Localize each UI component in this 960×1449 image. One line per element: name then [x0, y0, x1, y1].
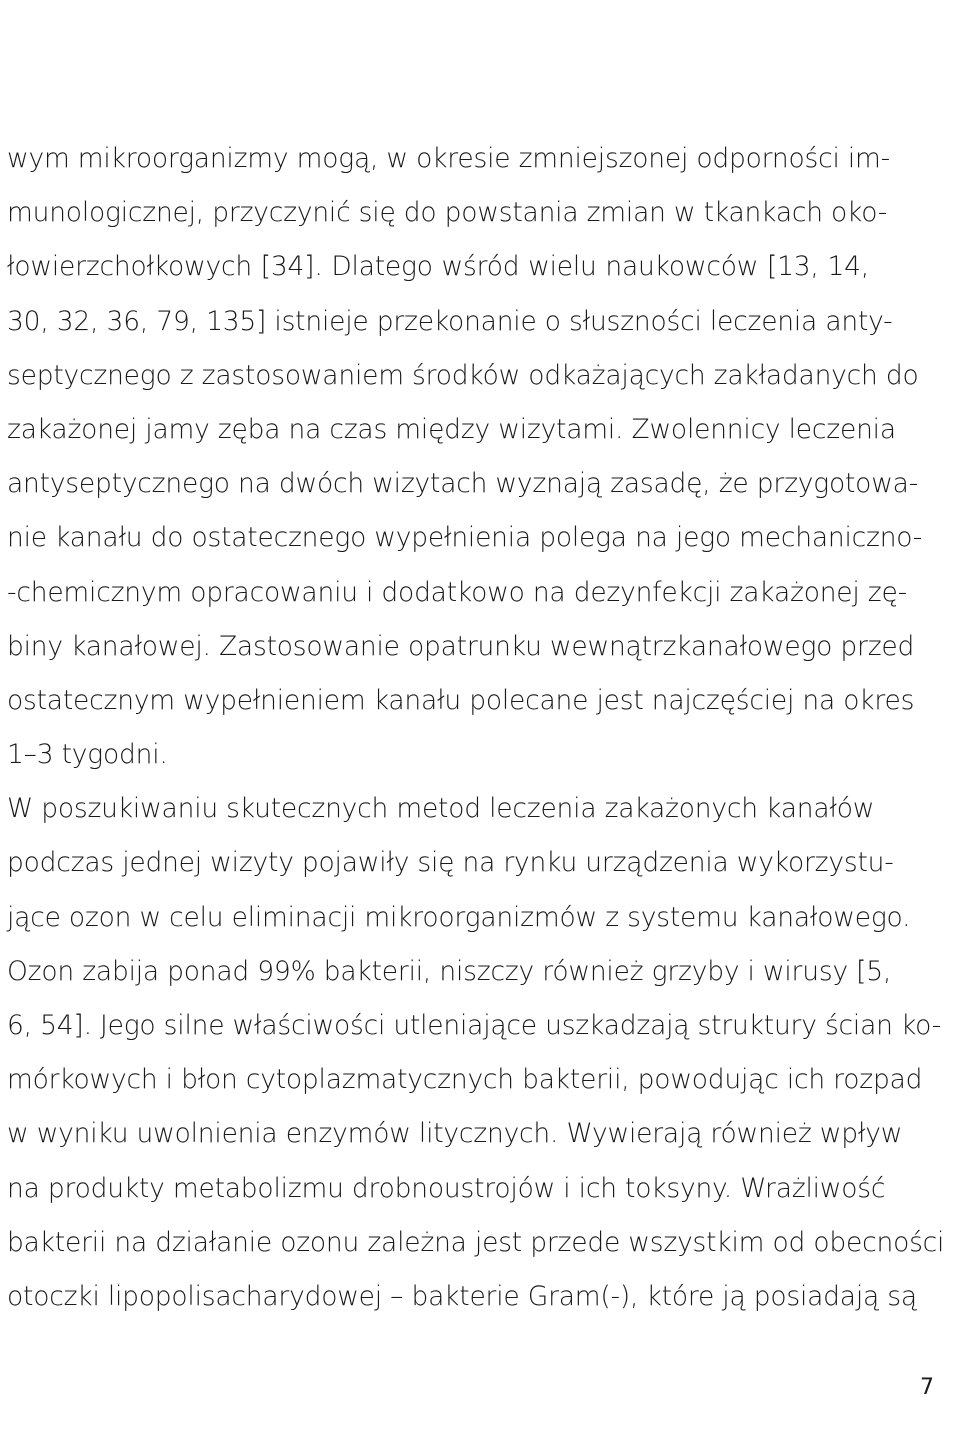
text-line: jące ozon w celu eliminacji mikroorganizmów z systemu kanałowego.: [7, 901, 911, 933]
text-line: bakterii na działanie ozonu zależna jest przede wszystkim od obecności: [7, 1226, 945, 1258]
text-line: 6, 54]. Jego silne właściwości utleniające uszkadzają struktury ścian ko-: [7, 1010, 942, 1041]
text-line: nie kanału do ostatecznego wypełnienia polega na jego mechaniczno-: [7, 522, 923, 554]
text-line-paragraph-end: 1–3 tygodni.: [7, 739, 168, 771]
text-line: mórkowych i błon cytoplazmatycznych bakterii, powodując ich rozpad: [7, 1064, 923, 1096]
text-line: otoczki lipopolisacharydowej – bakterie Gram(-), które ją posiadają są: [7, 1280, 917, 1312]
text-line: 30, 32, 36, 79, 135] istnieje przekonanie o słuszności leczenia anty-: [7, 305, 893, 337]
text-line: munologicznej, przyczynić się do powstania zmian w tkankach oko-: [7, 197, 888, 229]
page-number: 7: [920, 1375, 934, 1400]
text-line: na produkty metabolizmu drobnoustrojów i ich toksyny. Wrażliwość: [7, 1172, 886, 1204]
text-line: Ozon zabija ponad 99% bakterii, niszczy również grzyby i wirusy [5,: [7, 955, 892, 987]
text-line: łowierzchołkowych [34]. Dlatego wśród wielu naukowców [13, 14,: [7, 251, 869, 283]
text-line: W poszukiwaniu skutecznych metod leczenia zakażonych kanałów: [7, 793, 875, 825]
text-line: -chemicznym opracowaniu i dodatkowo na dezynfekcji zakażonej zę-: [7, 576, 907, 608]
text-line: zakażonej jamy zęba na czas między wizytami. Zwolennicy leczenia: [7, 413, 896, 445]
text-line: antyseptycznego na dwóch wizytach wyznają zasadę, że przygotowa-: [7, 468, 919, 500]
text-line: w wyniku uwolnienia enzymów litycznych. Wywierają również wpływ: [7, 1118, 903, 1150]
body-text: [7, 132, 945, 1324]
text-line: ostatecznym wypełnieniem kanału polecane jest najczęściej na okres: [7, 684, 915, 716]
text-line: septycznego z zastosowaniem środków odkażających zakładanych do: [7, 359, 919, 391]
text-line: biny kanałowej. Zastosowanie opatrunku wewnątrzkanałowego przed: [7, 630, 915, 662]
text-line: wym mikroorganizmy mogą, w okresie zmniejszonej odporności im-: [7, 143, 890, 174]
text-line: podczas jednej wizyty pojawiły się na rynku urządzenia wykorzystu-: [7, 847, 894, 879]
